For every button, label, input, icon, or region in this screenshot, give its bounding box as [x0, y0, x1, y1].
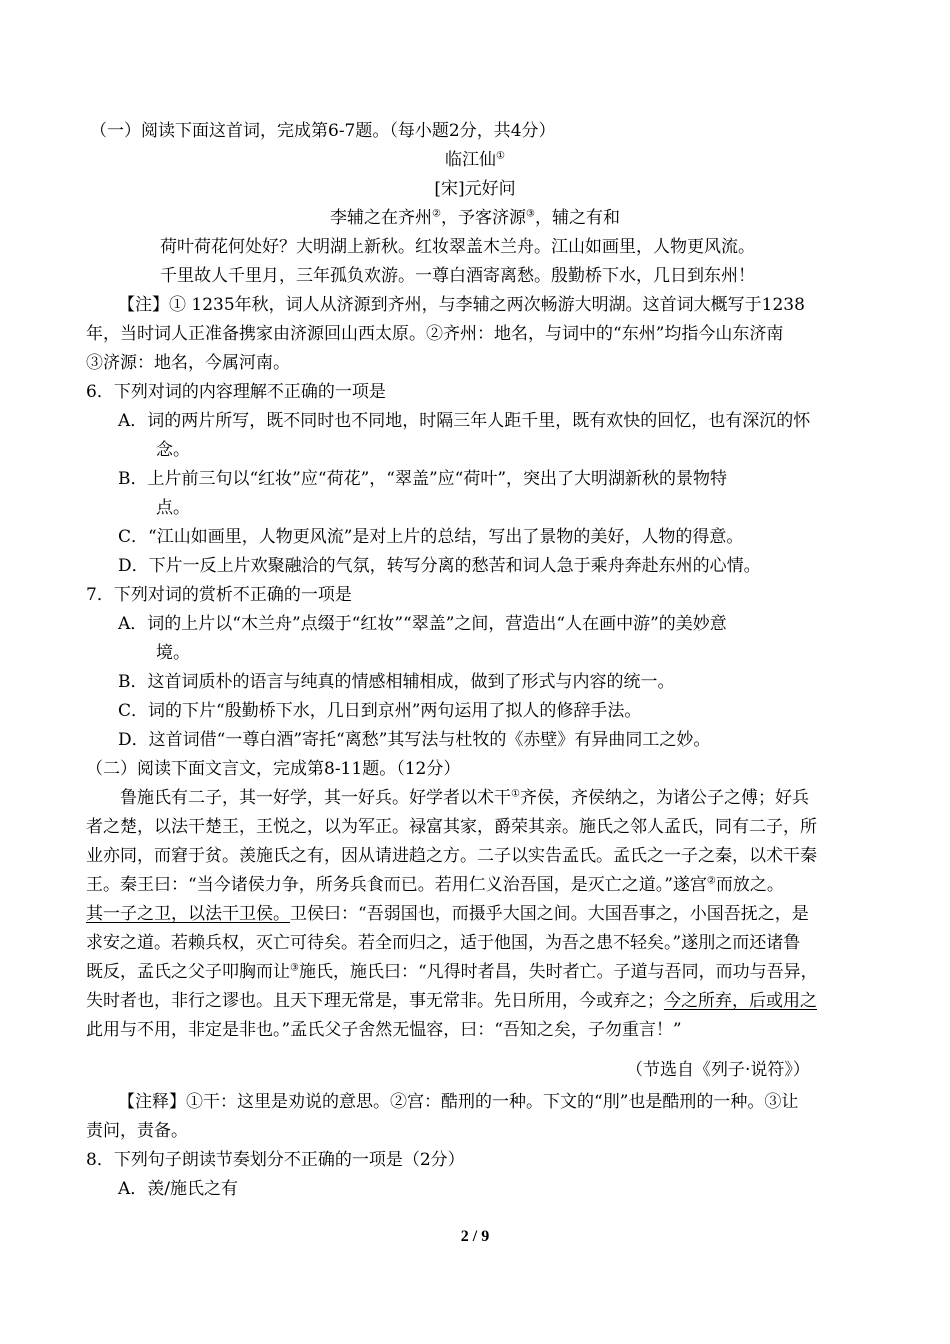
- q6-option-c: C．“江山如画里，人物更风流”是对上片的总结，写出了景物的美好，人物的得意。: [118, 527, 744, 547]
- poem-subtitle-b: ，予客济源: [441, 208, 526, 228]
- underlined-sentence-1: 其一子之卫，以法干卫侯。: [86, 904, 290, 924]
- passage-note-1: ①: [511, 788, 520, 800]
- passage-line-1: [120, 786, 809, 810]
- page-separator: /: [468, 1228, 482, 1245]
- q6-option-d: D．下片一反上片欢聚融洽的气氛，转写分离的愁苦和词人急于乘舟奔赴东州的心情。: [118, 556, 761, 576]
- passage-line-7-b: 施氏，施氏曰：“凡得时者昌，失时者亡。子道与吾同，而功与吾异，: [298, 962, 818, 982]
- q7-option-b: B．这首词质朴的语言与纯真的情感相辅相成，做到了形式与内容的统一。: [118, 672, 675, 692]
- q6-stem: 6．下列对词的内容理解不正确的一项是: [86, 382, 386, 402]
- page-total: 9: [481, 1228, 490, 1245]
- q7-option-c: C．词的下片“殷勤桥下水，几日到京州”两句运用了拟人的修辞手法。: [118, 701, 642, 721]
- section2-header: （二）阅读下面文言文，完成第8-11题。（12分）: [86, 759, 461, 779]
- poem-author: [宋]元好问: [434, 179, 516, 199]
- passage-line-4: [86, 873, 784, 897]
- page-number: [0, 1228, 950, 1246]
- passage-line-6: 求安之道。若赖兵权，灭亡可待矣。若全而归之，适于他国，为吾之患不轻矣。”遂刖之而还诸鲁: [86, 933, 801, 953]
- passage-line-7-a: 既反，孟氏之父子叩胸而让: [86, 962, 290, 982]
- poem-subtitle-a: 李辅之在齐州: [330, 208, 433, 228]
- poem-title-note: ①: [496, 150, 505, 162]
- passage-note-2: ②: [706, 875, 716, 887]
- poem-title: [0, 148, 950, 172]
- passage-line-4-b: 而放之。: [715, 875, 784, 895]
- q7-stem: 7．下列对词的赏析不正确的一项是: [86, 585, 352, 605]
- poem-line-2: 千里故人千里月，三年孤负欢游。一尊白酒寄离愁。殷勤桥下水，几日到东州！: [160, 266, 755, 286]
- q8-stem: 8．下列句子朗读节奏划分不正确的一项是（2分）: [86, 1150, 465, 1170]
- q8-option-a: A．羡/施氏之有: [118, 1179, 239, 1199]
- poem-note-1: 【注】① 1235年秋，词人从济源到齐州，与李辅之两次畅游大明湖。这首词大概写于1238: [118, 295, 805, 315]
- passage-line-1-b: 齐侯，齐侯纳之，为诸公子之傅；好兵: [519, 788, 809, 808]
- passage-line-9: 此用与不用，非定是非也。”孟氏父子舍然无愠容，曰：“吾知之矣，子勿重言！”: [86, 1020, 682, 1040]
- poem-subtitle-c: ，辅之有和: [534, 208, 620, 228]
- passage-line-4-a: 王。秦王曰：“当今诸侯力争，所务兵食而已。若用仁义治吾国，是灭亡之道。”遂宫: [86, 875, 707, 895]
- page-current: 2: [460, 1228, 469, 1245]
- passage-source: （节选自《列子·说符》）: [626, 1060, 810, 1080]
- poem-line-1: 荷叶荷花何处好？大明湖上新秋。红妆翠盖木兰舟。江山如画里，人物更风流。: [160, 237, 755, 257]
- passage-line-2: 者之楚，以法干楚王，王悦之，以为军正。禄富其家，爵荣其亲。施氏之邻人孟氏，同有二子，所: [86, 817, 817, 837]
- poem-note-3: ③济源：地名，今属河南。: [86, 353, 290, 373]
- passage-line-8: [86, 989, 817, 1013]
- q7-option-d: D．这首词借“一尊白酒”寄托“离愁”其写法与杜牧的《赤壁》有异曲同工之妙。: [118, 730, 711, 750]
- passage-note-3: ③: [290, 962, 299, 974]
- passage-annotation-2: 责问，责备。: [86, 1121, 188, 1141]
- passage-annotation-1: 【注释】①干：这里是劝说的意思。②宫：酷刑的一种。下文的“刖”也是酷刑的一种。③让: [118, 1092, 799, 1112]
- section1-header: （一）阅读下面这首词，完成第6-7题。（每小题2分，共4分）: [90, 121, 556, 141]
- q6-option-a: A．词的两片所写，既不同时也不同地，时隔三年人距千里，既有欢快的回忆，也有深沉的怀: [118, 411, 811, 431]
- poem-title-text: 临江仙: [445, 150, 497, 170]
- passage-line-5: [86, 902, 809, 926]
- passage-line-8-a: 失时者也，非行之谬也。且天下理无常是，事无常非。先日所用，今或弃之；: [86, 991, 664, 1011]
- passage-line-7: [86, 960, 818, 984]
- poem-subtitle-note2: ②: [432, 208, 441, 220]
- passage-line-3: 业亦同，而窘于贫。羡施氏之有，因从请进趋之方。二子以实告孟氏。孟氏之一子之秦，以术干秦: [86, 846, 817, 866]
- poem-subtitle-note3: ③: [526, 208, 535, 220]
- passage-line-5-b: 卫侯曰：“吾弱国也，而摄乎大国之间。大国吾事之，小国吾抚之，是: [290, 904, 809, 924]
- poem-note-2: 年，当时词人正准备携家由济源回山西太原。②齐州：地名，与词中的“东州”均指今山东济南: [86, 324, 784, 344]
- poem-subtitle: [0, 206, 950, 230]
- q6-option-b-cont: 点。: [156, 498, 190, 518]
- q6-option-a-cont: 念。: [156, 440, 190, 460]
- passage-line-1-a: 鲁施氏有二子，其一好学，其一好兵。好学者以术干: [120, 788, 511, 808]
- underlined-sentence-2: 今之所弃，后或用之: [664, 991, 817, 1011]
- q7-option-a-cont: 境。: [156, 643, 190, 663]
- q6-option-b: B．上片前三句以“红妆”应“荷花”，“翠盖”应“荷叶”，突出了大明湖新秋的景物特: [118, 469, 728, 489]
- q7-option-a: A．词的上片以“木兰舟”点缀于“红妆”“翠盖”之间，营造出“人在画中游”的美妙意: [118, 614, 727, 634]
